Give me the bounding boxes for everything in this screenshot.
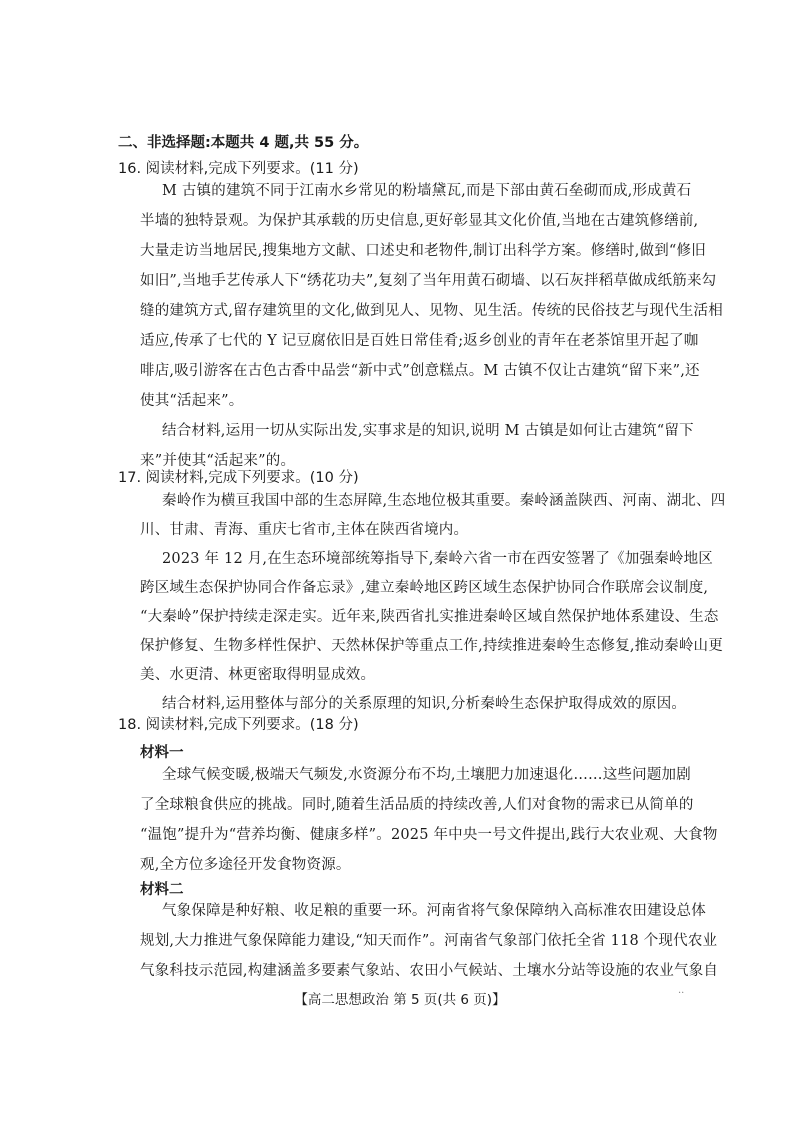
q18-material2-line: 规划,大力推进气象保障能力建设,“知天而作”。河南省气象部门依托全省 118 个现代农业 [140,933,718,949]
q17-material-line: 2023 年 12 月,在生态环境部统筹指导下,秦岭六省一市在西安签署了《加强秦岭地区 [162,551,713,567]
q17-material-line: 川、甘肃、青海、重庆七省市,主体在陕西省境内。 [140,522,469,538]
section-title: 二、非选择题:本题共 4 题,共 55 分。 [118,135,369,151]
q17-material-line: 跨区域生态保护协同合作备忘录》,建立秦岭地区跨区域生态保护协同合作联席会议制度, [140,580,709,596]
question-18-heading: 18. 阅读材料,完成下列要求。(18 分) [118,717,359,733]
q18-material1-line: 了全球粮食供应的挑战。同时,随着生活品质的持续改善,人们对食物的需求已从简单的 [140,797,694,813]
q17-material-line: 秦岭作为横亘我国中部的生态屏障,生态地位极其重要。秦岭涵盖陕西、河南、湖北、四 [162,493,726,509]
question-17-heading: 17. 阅读材料,完成下列要求。(10 分) [118,470,359,486]
q17-material-line: 保护修复、生物多样性保护、天然林保护等重点工作,持续推进秦岭生态修复,推动秦岭山更 [140,638,723,654]
question-16-heading: 16. 阅读材料,完成下列要求。(11 分) [118,161,359,177]
q16-material-line: 啡店,吸引游客在古色古香中品尝“新中式”创意糕点。M 古镇不仅让古建筑“留下来”,还 [140,363,700,379]
q18-material1-line: 全球气候变暖,极端天气频发,水资源分布不均,土壤肥力加速退化……这些问题加剧 [162,767,691,783]
q16-task-line: 结合材料,运用一切从实际出发,实事求是的知识,说明 M 古镇是如何让古建筑“留下 [162,423,694,439]
q16-material-line: 适应,传承了七代的 Y 记豆腐依旧是百姓日常佳肴;返乡创业的青年在老茶馆里开起了咖 [140,333,699,349]
q16-material-line: 使其“活起来”。 [140,393,244,409]
q16-material-line: M 古镇的建筑不同于江南水乡常见的粉墙黛瓦,而是下部由黄石垒砌而成,形成黄石 [162,183,692,199]
q16-material-line: 大量走访当地居民,搜集地方文献、口述史和老物件,制订出科学方案。修缮时,做到“修旧 [140,243,706,259]
q17-task-line: 结合材料,运用整体与部分的关系原理的知识,分析秦岭生态保护取得成效的原因。 [162,696,687,712]
q16-material-line: 如旧”,当地手艺传承人下“绣花功夫”,复刻了当年用黄石砌墙、以石灰拌稻草做成纸筋来勾 [140,273,717,289]
corner-mark: ·· [678,988,685,999]
q17-material-line: “大秦岭”保护持续走深走实。近年来,陕西省扎实推进秦岭区域自然保护地体系建设、生态 [140,609,719,625]
q18-material2-line: 气象科技示范园,构建涵盖多要素气象站、农田小气候站、土壤水分站等设施的农业气象自 [140,963,719,979]
material-1-title: 材料一 [140,745,184,761]
q18-material2-line: 气象保障是种好粮、收足粮的重要一环。河南省将气象保障纳入高标准农田建设总体 [162,903,706,919]
q16-material-line: 半墙的独特景观。为保护其承载的历史信息,更好彰显其文化价值,当地在古建筑修缮前, [140,213,699,229]
page-footer: 【高二思想政治 第 5 页(共 6 页)】 [294,992,506,1008]
q16-task-line: 来”并使其“活起来”的。 [140,453,296,469]
q18-material1-line: 观,全方位多途径开发食物资源。 [140,857,351,873]
q17-material-line: 美、水更清、林更密取得明显成效。 [140,667,376,683]
material-2-title: 材料二 [140,882,184,898]
q18-material1-line: “温饱”提升为“营养均衡、健康多样”。2025 年中央一号文件提出,践行大农业观、大食物 [140,827,718,843]
q16-material-line: 缝的建筑方式,留存建筑里的文化,做到见人、见物、见生活。传统的民俗技艺与现代生活相 [140,303,723,319]
